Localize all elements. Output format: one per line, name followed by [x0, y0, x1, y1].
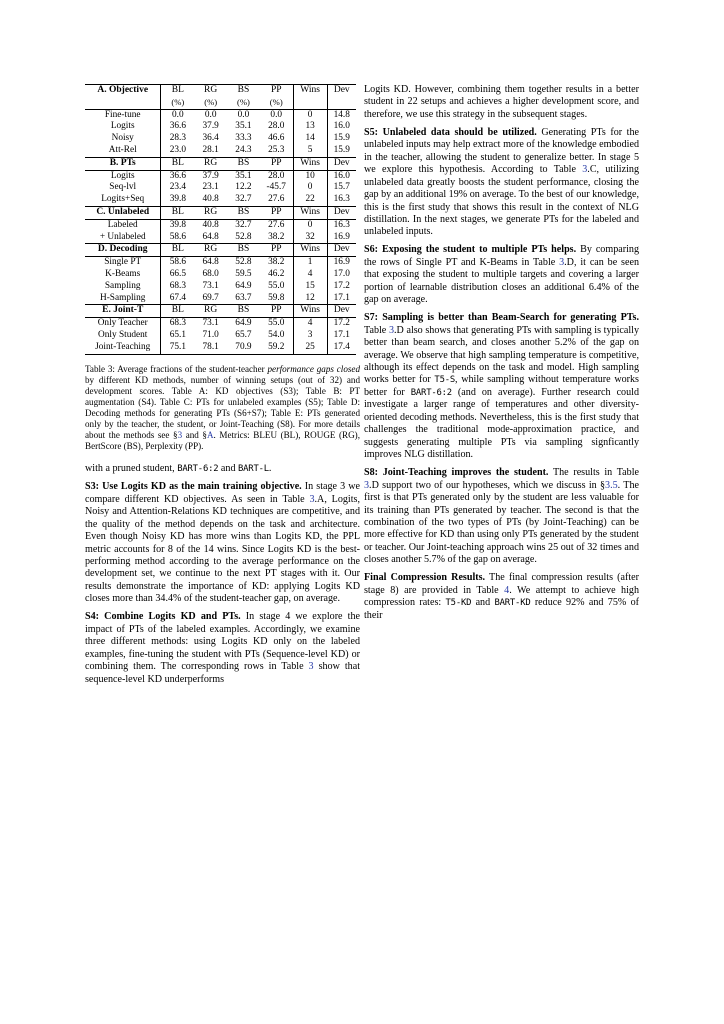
section-title: C. Unlabeled [85, 206, 161, 219]
column-header-bs: BS [227, 244, 260, 257]
heading-final-compression: Final Compression Results. [364, 572, 486, 584]
metric-cell: 28.0 [268, 121, 285, 132]
table-row [85, 219, 356, 231]
paragraph-s5 [364, 127, 639, 239]
metric-cell: -45.7 [266, 182, 286, 193]
metric-cell: 64.9 [235, 280, 252, 291]
metric-cell: 59.2 [268, 341, 285, 352]
metric-cell: 37.9 [194, 170, 227, 182]
metric-cell: 0.0 [194, 109, 227, 121]
wins-cell: 1 [293, 257, 327, 269]
wins-cell: 0 [293, 182, 327, 194]
row-label: Seq-lvl [109, 182, 137, 193]
paragraph-continuation-right: Logits KD. However, combining them together results in a better student in 22 setups and achieves a higher development score, and therefore, we use this strategy in the subsequent stages. [364, 84, 639, 120]
model-name-bart-6-2: BART-6:2 [410, 387, 452, 398]
metric-cell: 71.0 [202, 329, 219, 340]
wins-cell: 0 [293, 109, 327, 121]
model-name-bart-kd: BART-KD [494, 598, 531, 609]
units-spacer [85, 97, 161, 109]
row-label: Fine-tune [85, 109, 161, 121]
column-header-pp: PP [260, 305, 293, 318]
dev-cell: 16.3 [327, 194, 356, 206]
table-row [85, 133, 356, 145]
heading-s6: S6: Exposing the student to multiple PTs helps. [364, 244, 577, 256]
wins-cell: 4 [293, 318, 327, 330]
left-column [85, 84, 360, 686]
wins-cell: 3 [293, 330, 327, 342]
metric-cell: 0.0 [260, 109, 293, 121]
model-name-bart-l: BART-L [238, 464, 269, 475]
table-section-header [85, 85, 356, 97]
metric-cell: 64.8 [194, 257, 227, 269]
text-run: show that sequence-level KD underperforms [85, 661, 360, 685]
heading-s3: S3: Use Logits KD as the main training objective. [85, 481, 302, 493]
row-label: Logits [110, 121, 135, 132]
table-row [85, 342, 356, 354]
column-header-bl: BL [161, 206, 194, 219]
section-title: B. PTs [85, 157, 161, 170]
caption-ref-section-3[interactable]: 3 [177, 430, 183, 441]
wins-cell: 32 [293, 232, 327, 244]
column-header-dev: Dev [327, 305, 356, 318]
metric-cell: 0.0 [161, 109, 194, 121]
dev-cell: 16.0 [327, 121, 356, 133]
model-name-t5-kd: T5-KD [445, 598, 472, 609]
row-label: Labeled [85, 219, 161, 231]
metric-cell: 46.6 [268, 133, 285, 144]
metric-cell: 55.0 [268, 280, 285, 291]
dev-cell: 14.8 [327, 109, 356, 121]
column-header-rg: RG [194, 244, 227, 257]
metric-cell: 32.7 [227, 219, 260, 231]
text-run: Table [364, 324, 389, 336]
text-run: The results in Table [548, 467, 639, 479]
row-label: Logits+Seq [101, 194, 145, 205]
metric-cell: 28.0 [260, 170, 293, 182]
column-header-wins: Wins [293, 157, 327, 170]
metric-cell: 78.1 [202, 341, 219, 352]
wins-cell: 13 [293, 121, 327, 133]
table-section-header [85, 206, 356, 219]
paragraph-continuation-left [85, 463, 360, 475]
column-header-bs: BS [227, 85, 260, 97]
table-row [85, 281, 356, 293]
heading-s5: S5: Unlabeled data should be utilized. [364, 126, 537, 138]
metric-cell: 36.6 [161, 170, 194, 182]
metric-cell: 0.0 [227, 109, 260, 121]
right-column [364, 84, 639, 622]
paragraph-s3 [85, 481, 360, 606]
dev-cell: 17.2 [327, 318, 356, 330]
wins-cell: 14 [293, 133, 327, 145]
dev-cell: 15.9 [327, 145, 356, 157]
text-run: (and on average). Further research could investigate a larger range of temperatures and other diversity-oriented decoding methods. Nevertheless, this is the first study that challenges the traditional mode-approximation practice, and suggests generating multiple PTs via sampling signficantly improves NLG distillation. [364, 386, 640, 461]
metric-cell: 12.2 [235, 182, 252, 193]
metric-cell: 25.3 [268, 144, 285, 155]
table-row [85, 293, 356, 305]
metric-cell: 38.2 [268, 231, 285, 242]
row-label: Single PT [85, 257, 161, 269]
text-run: In stage 4 we explore the impact of PTs of the labeled examples. Accordingly, we examine three different methods: using Logits KD only on the labeled examples, fine-tuning the student with PTs (Sequence-level KD) or combining them. The corresponding rows in Table [85, 611, 360, 673]
column-unit: (%) [236, 96, 250, 107]
column-unit: (%) [204, 96, 218, 107]
metric-cell: 67.4 [161, 293, 194, 305]
text-run: .C, utilizing unlabeled data greatly boosts the student performance, closing the gap by an additional 19% on average. To the best of our knowledge, this is the first study that shows this result in the context of NLG distillation. In the next stages, we generate PTs for the labeled and unlabeled inputs. [364, 164, 639, 238]
text-run: . The first is that PTs generated only by the student are less valuable for its training than PTs generated by teacher. The second is that the combination of the two types of PTs (by Joint-Teaching) can be more effective for KD than using only PTs generated by the student or teacher. Our Joint-teaching approach wins 25 out of 32 times and closes another 5.7% of the gap on average. [364, 479, 639, 566]
row-label: + Unlabeled [99, 231, 146, 242]
metric-cell: 59.8 [268, 292, 285, 303]
column-header-pp: PP [260, 157, 293, 170]
wins-cell: 25 [293, 342, 327, 354]
text-run: In stage 3 we compare different KD objectives. As seen in Table [85, 481, 360, 505]
table-row [85, 269, 356, 281]
metric-cell: 64.8 [202, 231, 219, 242]
text-run: Generating PTs for the unlabeled inputs may help extract more of the knowledge embodied in the teacher, allowing the student to generalize better. In stage 5 we explore this hypothesis. According to Table [364, 126, 639, 176]
metric-cell: 59.5 [235, 268, 252, 279]
section-title: A. Objective [85, 85, 161, 97]
table-row [85, 330, 356, 342]
table-section-header [85, 305, 356, 318]
column-header-rg: RG [194, 157, 227, 170]
metric-cell: 70.9 [235, 341, 252, 352]
paragraph-s8 [364, 467, 639, 567]
dev-cell: 16.0 [327, 170, 356, 182]
row-label: Only Teacher [85, 318, 161, 330]
metric-cell: 52.8 [227, 257, 260, 269]
column-header-bs: BS [227, 157, 260, 170]
column-unit: (%) [269, 96, 283, 107]
table-row [85, 145, 356, 157]
heading-s8: S8: Joint-Teaching improves the student. [364, 467, 549, 479]
metric-cell: 52.8 [235, 231, 252, 242]
dev-cell: 17.1 [327, 293, 356, 305]
column-header-rg: RG [194, 85, 227, 97]
paragraph-final-compression [364, 572, 639, 622]
text-run: with a pruned student, [85, 463, 178, 475]
table-row [85, 182, 356, 194]
text-run: and [218, 463, 239, 475]
column-header-wins: Wins [293, 305, 327, 318]
wins-cell: 22 [293, 194, 327, 206]
metric-cell: 23.0 [161, 145, 194, 157]
model-name-bart-6-2: BART-6:2 [177, 464, 219, 475]
text-run: reduce 92% and 75% of their [364, 597, 640, 621]
row-label: Sampling [104, 280, 141, 291]
column-header-pp: PP [260, 244, 293, 257]
metric-cell: 36.6 [161, 121, 194, 133]
column-header-bl: BL [161, 244, 194, 257]
metric-cell: 54.0 [268, 329, 285, 340]
metric-cell: 75.1 [161, 342, 194, 354]
results-table [85, 84, 356, 355]
metric-cell: 23.4 [161, 182, 194, 194]
paragraph-s4 [85, 611, 360, 686]
caption-part-1: Table 3: Average fractions of the student-teacher [85, 363, 268, 374]
column-unit [327, 97, 356, 109]
column-header-pp: PP [260, 206, 293, 219]
metric-cell: 23.1 [202, 182, 219, 193]
column-header-rg: RG [194, 305, 227, 318]
metric-cell: 32.7 [235, 194, 252, 205]
table-units-row [85, 97, 356, 109]
metric-cell: 64.9 [227, 318, 260, 330]
table-row [85, 109, 356, 121]
row-label: Logits [85, 170, 161, 182]
table-section-header [85, 244, 356, 257]
text-run: . We attempt to achieve high compression rates: [364, 584, 640, 609]
text-run: and [471, 597, 495, 609]
metric-cell: 36.4 [202, 133, 219, 144]
wins-cell: 15 [293, 281, 327, 293]
row-label: Att-Rel [108, 144, 137, 155]
text-run: , while sampling without temperature works better for [364, 374, 639, 398]
metric-cell: 33.3 [235, 133, 252, 144]
table-row [85, 121, 356, 133]
column-header-rg: RG [194, 206, 227, 219]
table-row [85, 194, 356, 206]
table-section-header [85, 157, 356, 170]
text-run: .D also shows that generating PTs with sampling is typically better than beam search, and closes another 5.2% of the gap on average. We observe that high sampling temperature is competitive, although its effect depends on the task and model. High sampling works better for [364, 324, 639, 386]
metric-cell: 35.1 [235, 121, 252, 132]
wins-cell: 5 [293, 145, 327, 157]
metric-cell: 69.7 [202, 292, 219, 303]
metric-cell: 66.5 [161, 269, 194, 281]
column-unit: (%) [161, 97, 194, 109]
metric-cell: 46.2 [268, 268, 285, 279]
metric-cell: 35.1 [227, 170, 260, 182]
table-row [85, 257, 356, 269]
metric-cell: 68.3 [161, 281, 194, 293]
caption-ref-appendix-a[interactable]: A [206, 430, 214, 441]
caption-part-2: by different KD methods, number of winning setups (out of 32) and development scores. Table A: KD objectives (S3); Table B: PT augmentation (S4). Table C: PTs for unlabeled examples (S5); Table D: Decoding methods for generating PTs (S6+S7); Table E: PTs generated only by the teacher, the student, or Joint-Teaching (S8). For more details about the methods see § [85, 374, 360, 441]
table-row [85, 318, 356, 330]
ref-table-3[interactable]: 3 [559, 256, 565, 268]
dev-cell: 17.0 [327, 269, 356, 281]
ref-table-3[interactable]: 3 [388, 324, 394, 336]
paragraph-s7 [364, 312, 639, 461]
row-label: Joint-Teaching [95, 341, 151, 352]
wins-cell: 0 [293, 219, 327, 231]
column-header-bl: BL [161, 157, 194, 170]
text-run: . [268, 463, 272, 475]
row-label: Noisy [111, 133, 134, 144]
row-label: Only Student [98, 329, 148, 340]
caption-italic-1: performance gaps closed [267, 363, 360, 374]
ref-table-3[interactable]: 3 [364, 479, 370, 491]
metric-cell: 40.8 [202, 194, 219, 205]
column-header-wins: Wins [293, 244, 327, 257]
row-label: K-Beams [105, 268, 141, 279]
dev-cell: 17.1 [327, 330, 356, 342]
text-run: .D, it can be seen that exposing the student to multiple targets and covering a larger portion of learnable distribution closes an additional 6.4% of the gap on average. [364, 256, 639, 306]
ref-table-3[interactable]: 3 [582, 164, 588, 176]
dev-cell: 15.7 [327, 182, 356, 194]
column-header-pp: PP [260, 85, 293, 97]
text-run: The final compression results (after stage 8) are provided in Table [364, 572, 639, 596]
table-bottom-rule [85, 354, 356, 355]
metric-cell: 68.0 [202, 268, 219, 279]
ref-table-4[interactable]: 4 [504, 584, 510, 596]
column-header-wins: Wins [293, 85, 327, 97]
metric-cell: 27.6 [260, 219, 293, 231]
section-title: D. Decoding [85, 244, 161, 257]
dev-cell: 15.9 [327, 133, 356, 145]
metric-cell: 68.3 [161, 318, 194, 330]
section-title: E. Joint-T [85, 305, 161, 318]
dev-cell: 17.4 [327, 342, 356, 354]
metric-cell: 28.3 [161, 133, 194, 145]
text-run: By comparing the rows of Single PT and K-Beams in Table [364, 244, 639, 268]
metric-cell: 58.6 [161, 232, 194, 244]
metric-cell: 65.7 [235, 329, 252, 340]
text-run: .D support two of our hypotheses, which we discuss in § [369, 479, 606, 491]
row-label: H-Sampling [99, 292, 146, 303]
column-header-bs: BS [227, 206, 260, 219]
metric-cell: 28.1 [202, 144, 219, 155]
wins-cell: 4 [293, 269, 327, 281]
column-header-wins: Wins [293, 206, 327, 219]
wins-cell: 12 [293, 293, 327, 305]
metric-cell: 27.6 [268, 194, 285, 205]
metric-cell: 40.8 [194, 219, 227, 231]
column-header-dev: Dev [327, 206, 356, 219]
metric-cell: 24.3 [235, 144, 252, 155]
metric-cell: 38.2 [260, 257, 293, 269]
heading-s4: S4: Combine Logits KD and PTs. [85, 611, 241, 623]
model-name-t5-s: T5-S [434, 375, 455, 386]
table-row [85, 232, 356, 244]
column-header-dev: Dev [327, 157, 356, 170]
column-header-dev: Dev [327, 85, 356, 97]
column-header-bs: BS [227, 305, 260, 318]
wins-cell: 10 [293, 170, 327, 182]
caption-part-3: and § [182, 430, 207, 441]
dev-cell: 16.9 [327, 257, 356, 269]
metric-cell: 39.8 [161, 219, 194, 231]
metric-cell: 55.0 [260, 318, 293, 330]
dev-cell: 17.2 [327, 281, 356, 293]
column-unit [293, 97, 327, 109]
column-header-dev: Dev [327, 244, 356, 257]
heading-s7: S7: Sampling is better than Beam-Search for generating PTs. [364, 312, 639, 324]
paragraph-s6 [364, 244, 639, 306]
dev-cell: 16.9 [327, 232, 356, 244]
metric-cell: 65.1 [161, 330, 194, 342]
metric-cell: 73.1 [202, 280, 219, 291]
text-run: .A, Logits, Noisy and Attention-Relations KD techniques are competitive, and the quality of the method depends on the task and architecture. Even though Noisy KD has more wins than Logits KD, the PPL metric accounts for 8 of the 14 wins. Since Logits KD is the best-performing method according to the average performance on the development set, we continue to the next PT stages with it. Our results demonstrate the importance of KD: applying Logits KD closes more than 34.4% of the student-teacher gap, on average. [85, 493, 360, 605]
ref-table-3[interactable]: 3 [309, 493, 315, 505]
dev-cell: 16.3 [327, 219, 356, 231]
metric-cell: 58.6 [161, 257, 194, 269]
metric-cell: 37.9 [202, 121, 219, 132]
ref-section-3-5[interactable]: 3.5 [605, 479, 618, 491]
table-caption [85, 364, 360, 453]
metric-cell: 73.1 [194, 318, 227, 330]
metric-cell: 63.7 [235, 292, 252, 303]
ref-table-3[interactable]: 3 [308, 661, 314, 673]
column-header-bl: BL [161, 85, 194, 97]
column-header-bl: BL [161, 305, 194, 318]
table-row [85, 170, 356, 182]
caption-part-4: . Metrics: BLEU (BL), ROUGE (RG), BertScore (BS), Perplexity (PP). [85, 430, 360, 452]
metric-cell: 39.8 [161, 194, 194, 206]
